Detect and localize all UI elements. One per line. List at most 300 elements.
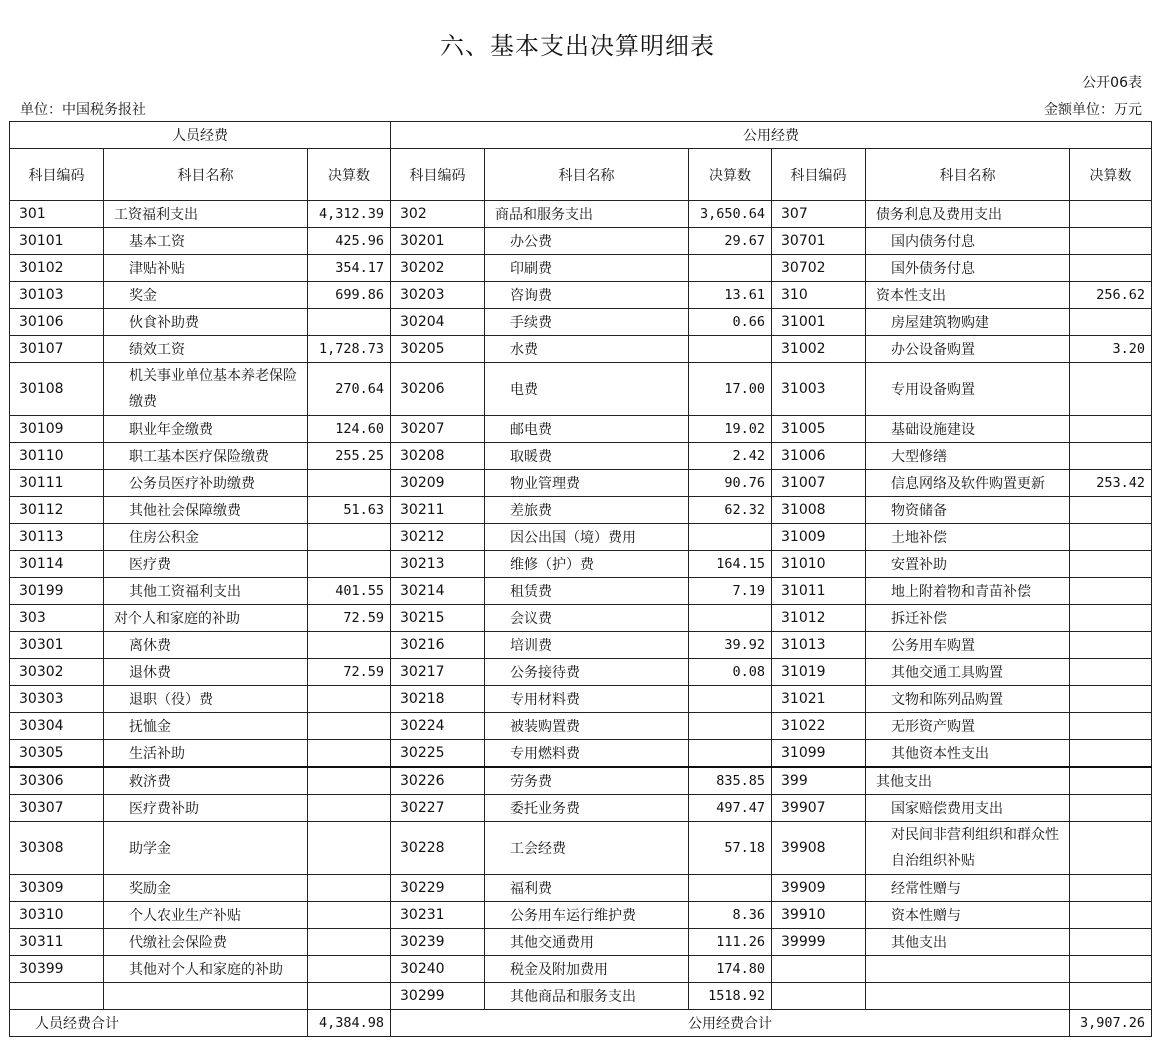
cell-name bbox=[866, 956, 1070, 983]
cell-name: 国家赔偿费用支出 bbox=[866, 795, 1070, 822]
cell-amount: 3.20 bbox=[1070, 336, 1152, 363]
table-row bbox=[10, 659, 1152, 686]
cell-name: 会议费 bbox=[485, 605, 689, 632]
cell-amount bbox=[1070, 578, 1152, 605]
cell-name: 职工基本医疗保险缴费 bbox=[104, 443, 308, 470]
cell-code: 30113 bbox=[10, 524, 104, 551]
cell-amount: 354.17 bbox=[308, 255, 391, 282]
cell-amount bbox=[689, 875, 772, 902]
cell-amount: 124.60 bbox=[308, 416, 391, 443]
cell-code: 30309 bbox=[10, 875, 104, 902]
cell-amount bbox=[308, 983, 391, 1010]
cell-name: 经常性赠与 bbox=[866, 875, 1070, 902]
cell-amount bbox=[1070, 255, 1152, 282]
cell-name: 对个人和家庭的补助 bbox=[104, 605, 308, 632]
table-row bbox=[10, 605, 1152, 632]
cell-amount: 835.85 bbox=[689, 767, 772, 795]
cell-amount bbox=[1070, 363, 1152, 416]
cell-code: 31019 bbox=[772, 659, 866, 686]
cell-code: 30308 bbox=[10, 822, 104, 875]
cell-amount bbox=[1070, 767, 1152, 795]
table-row bbox=[10, 228, 1152, 255]
cell-name: 物资储备 bbox=[866, 497, 1070, 524]
cell-amount: 253.42 bbox=[1070, 470, 1152, 497]
cell-name: 资本性支出 bbox=[866, 282, 1070, 309]
cell-amount: 497.47 bbox=[689, 795, 772, 822]
cell-code: 30102 bbox=[10, 255, 104, 282]
cell-name: 退职（役）费 bbox=[104, 686, 308, 713]
cell-amount: 425.96 bbox=[308, 228, 391, 255]
cell-code: 30226 bbox=[391, 767, 485, 795]
cell-name: 机关事业单位基本养老保险缴费 bbox=[104, 363, 308, 416]
cell-code: 30216 bbox=[391, 632, 485, 659]
cell-name: 助学金 bbox=[104, 822, 308, 875]
personnel-total-label: 人员经费合计 bbox=[10, 1010, 308, 1037]
cell-code: 31005 bbox=[772, 416, 866, 443]
cell-code: 30225 bbox=[391, 740, 485, 768]
cell-amount bbox=[1070, 551, 1152, 578]
header-name: 科目名称 bbox=[866, 149, 1070, 201]
cell-amount bbox=[308, 470, 391, 497]
cell-amount: 72.59 bbox=[308, 659, 391, 686]
cell-amount bbox=[1070, 228, 1152, 255]
cell-code: 30307 bbox=[10, 795, 104, 822]
header-amount: 决算数 bbox=[689, 149, 772, 201]
table-row bbox=[10, 875, 1152, 902]
cell-name: 国内债务付息 bbox=[866, 228, 1070, 255]
cell-name: 福利费 bbox=[485, 875, 689, 902]
cell-name: 资本性赠与 bbox=[866, 902, 1070, 929]
cell-amount bbox=[1070, 497, 1152, 524]
cell-name: 房屋建筑物购建 bbox=[866, 309, 1070, 336]
cell-code: 30399 bbox=[10, 956, 104, 983]
cell-code: 30212 bbox=[391, 524, 485, 551]
cell-code: 30204 bbox=[391, 309, 485, 336]
cell-code: 30228 bbox=[391, 822, 485, 875]
group-public: 公用经费 bbox=[391, 122, 1152, 149]
cell-name: 债务利息及费用支出 bbox=[866, 201, 1070, 228]
cell-name: 文物和陈列品购置 bbox=[866, 686, 1070, 713]
cell-amount bbox=[308, 902, 391, 929]
cell-name: 被装购置费 bbox=[485, 713, 689, 740]
cell-name: 绩效工资 bbox=[104, 336, 308, 363]
header-name: 科目名称 bbox=[104, 149, 308, 201]
cell-code: 310 bbox=[772, 282, 866, 309]
table-row bbox=[10, 795, 1152, 822]
cell-amount: 164.15 bbox=[689, 551, 772, 578]
cell-name: 水费 bbox=[485, 336, 689, 363]
cell-code: 30302 bbox=[10, 659, 104, 686]
cell-name: 办公设备购置 bbox=[866, 336, 1070, 363]
cell-name: 其他社会保障缴费 bbox=[104, 497, 308, 524]
cell-code: 31001 bbox=[772, 309, 866, 336]
table-row bbox=[10, 416, 1152, 443]
cell-code: 30229 bbox=[391, 875, 485, 902]
cell-name: 其他工资福利支出 bbox=[104, 578, 308, 605]
cell-code: 399 bbox=[772, 767, 866, 795]
cell-name: 电费 bbox=[485, 363, 689, 416]
cell-amount: 256.62 bbox=[1070, 282, 1152, 309]
reporting-unit: 单位：中国税务报社 bbox=[20, 102, 146, 118]
cell-code: 31002 bbox=[772, 336, 866, 363]
cell-name: 工会经费 bbox=[485, 822, 689, 875]
cell-name: 公务员医疗补助缴费 bbox=[104, 470, 308, 497]
cell-code: 30224 bbox=[391, 713, 485, 740]
cell-name: 医疗费补助 bbox=[104, 795, 308, 822]
cell-code: 30299 bbox=[391, 983, 485, 1010]
header-amount: 决算数 bbox=[1070, 149, 1152, 201]
cell-name: 取暖费 bbox=[485, 443, 689, 470]
cell-amount bbox=[308, 795, 391, 822]
cell-amount bbox=[308, 822, 391, 875]
cell-amount: 19.02 bbox=[689, 416, 772, 443]
cell-amount bbox=[689, 255, 772, 282]
cell-name: 退休费 bbox=[104, 659, 308, 686]
cell-name: 专用燃料费 bbox=[485, 740, 689, 768]
cell-name: 津贴补贴 bbox=[104, 255, 308, 282]
cell-code: 31022 bbox=[772, 713, 866, 740]
cell-amount bbox=[689, 605, 772, 632]
cell-code: 30107 bbox=[10, 336, 104, 363]
cell-code: 30205 bbox=[391, 336, 485, 363]
cell-amount: 174.80 bbox=[689, 956, 772, 983]
cell-amount: 255.25 bbox=[308, 443, 391, 470]
cell-amount bbox=[1070, 822, 1152, 875]
table-row bbox=[10, 983, 1152, 1010]
cell-code: 31003 bbox=[772, 363, 866, 416]
cell-amount bbox=[689, 336, 772, 363]
public-total-value: 3,907.26 bbox=[1070, 1010, 1152, 1037]
cell-name: 租赁费 bbox=[485, 578, 689, 605]
cell-name: 其他交通工具购置 bbox=[866, 659, 1070, 686]
cell-name: 委托业务费 bbox=[485, 795, 689, 822]
cell-name: 安置补助 bbox=[866, 551, 1070, 578]
cell-amount bbox=[1070, 632, 1152, 659]
personnel-total-value: 4,384.98 bbox=[308, 1010, 391, 1037]
cell-code: 30103 bbox=[10, 282, 104, 309]
public-total-label: 公用经费合计 bbox=[391, 1010, 1070, 1037]
cell-code: 30202 bbox=[391, 255, 485, 282]
cell-name bbox=[866, 983, 1070, 1010]
cell-amount: 2.42 bbox=[689, 443, 772, 470]
cell-name: 奖励金 bbox=[104, 875, 308, 902]
cell-code: 30240 bbox=[391, 956, 485, 983]
cell-code: 30207 bbox=[391, 416, 485, 443]
table-row bbox=[10, 578, 1152, 605]
cell-amount bbox=[308, 929, 391, 956]
cell-code: 31006 bbox=[772, 443, 866, 470]
table-row bbox=[10, 551, 1152, 578]
cell-code: 30214 bbox=[391, 578, 485, 605]
cell-amount: 0.66 bbox=[689, 309, 772, 336]
cell-name: 公务用车购置 bbox=[866, 632, 1070, 659]
cell-name: 伙食补助费 bbox=[104, 309, 308, 336]
cell-name: 医疗费 bbox=[104, 551, 308, 578]
cell-code: 30111 bbox=[10, 470, 104, 497]
cell-amount bbox=[1070, 416, 1152, 443]
cell-name: 其他资本性支出 bbox=[866, 740, 1070, 768]
cell-code: 31010 bbox=[772, 551, 866, 578]
cell-amount: 51.63 bbox=[308, 497, 391, 524]
cell-amount: 1,728.73 bbox=[308, 336, 391, 363]
cell-code: 39908 bbox=[772, 822, 866, 875]
cell-code: 30306 bbox=[10, 767, 104, 795]
cell-code: 30218 bbox=[391, 686, 485, 713]
form-number: 公开06表 bbox=[1082, 75, 1142, 91]
cell-amount bbox=[1070, 443, 1152, 470]
cell-name: 个人农业生产补贴 bbox=[104, 902, 308, 929]
cell-amount: 401.55 bbox=[308, 578, 391, 605]
cell-amount bbox=[308, 713, 391, 740]
table-row bbox=[10, 255, 1152, 282]
cell-code: 31009 bbox=[772, 524, 866, 551]
cell-amount bbox=[1070, 875, 1152, 902]
table-row bbox=[10, 282, 1152, 309]
table-row bbox=[10, 309, 1152, 336]
cell-code: 30101 bbox=[10, 228, 104, 255]
cell-name: 因公出国（境）费用 bbox=[485, 524, 689, 551]
cell-name: 专用材料费 bbox=[485, 686, 689, 713]
cell-name: 工资福利支出 bbox=[104, 201, 308, 228]
header-code: 科目编码 bbox=[10, 149, 104, 201]
cell-name: 印刷费 bbox=[485, 255, 689, 282]
cell-name: 国外债务付息 bbox=[866, 255, 1070, 282]
cell-amount bbox=[1070, 309, 1152, 336]
cell-code: 30203 bbox=[391, 282, 485, 309]
cell-amount bbox=[308, 632, 391, 659]
cell-amount bbox=[1070, 983, 1152, 1010]
expenditure-table bbox=[9, 121, 1152, 1037]
cell-amount bbox=[1070, 605, 1152, 632]
cell-code: 30114 bbox=[10, 551, 104, 578]
cell-name: 地上附着物和青苗补偿 bbox=[866, 578, 1070, 605]
table-row bbox=[10, 470, 1152, 497]
cell-amount bbox=[1070, 659, 1152, 686]
cell-code: 30208 bbox=[391, 443, 485, 470]
cell-name: 咨询费 bbox=[485, 282, 689, 309]
cell-code: 30311 bbox=[10, 929, 104, 956]
cell-code: 30110 bbox=[10, 443, 104, 470]
cell-amount bbox=[308, 309, 391, 336]
table-row bbox=[10, 363, 1152, 416]
cell-name: 其他对个人和家庭的补助 bbox=[104, 956, 308, 983]
table-row bbox=[10, 713, 1152, 740]
header-amount: 决算数 bbox=[308, 149, 391, 201]
cell-amount: 0.08 bbox=[689, 659, 772, 686]
cell-name: 代缴社会保险费 bbox=[104, 929, 308, 956]
cell-amount bbox=[1070, 201, 1152, 228]
cell-name: 培训费 bbox=[485, 632, 689, 659]
cell-amount: 39.92 bbox=[689, 632, 772, 659]
cell-name: 对民间非营利组织和群众性自治组织补贴 bbox=[866, 822, 1070, 875]
cell-amount: 270.64 bbox=[308, 363, 391, 416]
cell-name: 信息网络及软件购置更新 bbox=[866, 470, 1070, 497]
cell-code: 30215 bbox=[391, 605, 485, 632]
cell-name: 拆迁补偿 bbox=[866, 605, 1070, 632]
cell-amount bbox=[308, 956, 391, 983]
cell-code: 31011 bbox=[772, 578, 866, 605]
cell-code: 30201 bbox=[391, 228, 485, 255]
cell-amount: 1518.92 bbox=[689, 983, 772, 1010]
cell-name: 住房公积金 bbox=[104, 524, 308, 551]
cell-amount bbox=[308, 524, 391, 551]
cell-amount: 72.59 bbox=[308, 605, 391, 632]
cell-code bbox=[772, 983, 866, 1010]
cell-code: 30305 bbox=[10, 740, 104, 768]
cell-amount bbox=[308, 686, 391, 713]
cell-amount: 57.18 bbox=[689, 822, 772, 875]
cell-code: 30199 bbox=[10, 578, 104, 605]
cell-code: 30213 bbox=[391, 551, 485, 578]
cell-code: 39907 bbox=[772, 795, 866, 822]
cell-code: 307 bbox=[772, 201, 866, 228]
page-title: 六、基本支出决算明细表 bbox=[440, 32, 715, 60]
money-unit: 金额单位：万元 bbox=[1044, 102, 1142, 118]
cell-code: 30206 bbox=[391, 363, 485, 416]
cell-amount bbox=[1070, 929, 1152, 956]
cell-amount: 7.19 bbox=[689, 578, 772, 605]
cell-amount bbox=[1070, 795, 1152, 822]
cell-amount bbox=[1070, 713, 1152, 740]
cell-amount: 62.32 bbox=[689, 497, 772, 524]
cell-name: 商品和服务支出 bbox=[485, 201, 689, 228]
cell-name: 劳务费 bbox=[485, 767, 689, 795]
cell-amount bbox=[689, 686, 772, 713]
cell-name: 抚恤金 bbox=[104, 713, 308, 740]
cell-name: 税金及附加费用 bbox=[485, 956, 689, 983]
cell-amount bbox=[1070, 686, 1152, 713]
cell-name: 手续费 bbox=[485, 309, 689, 336]
cell-code: 30301 bbox=[10, 632, 104, 659]
cell-code: 39909 bbox=[772, 875, 866, 902]
cell-amount: 3,650.64 bbox=[689, 201, 772, 228]
cell-code: 30304 bbox=[10, 713, 104, 740]
cell-amount: 4,312.39 bbox=[308, 201, 391, 228]
cell-name: 邮电费 bbox=[485, 416, 689, 443]
cell-amount bbox=[689, 524, 772, 551]
table-row bbox=[10, 686, 1152, 713]
cell-code: 30239 bbox=[391, 929, 485, 956]
table-row bbox=[10, 822, 1152, 875]
table-row bbox=[10, 336, 1152, 363]
cell-amount bbox=[308, 875, 391, 902]
cell-name: 无形资产购置 bbox=[866, 713, 1070, 740]
cell-name bbox=[104, 983, 308, 1010]
cell-name: 生活补助 bbox=[104, 740, 308, 768]
cell-name: 公务接待费 bbox=[485, 659, 689, 686]
table-row bbox=[10, 524, 1152, 551]
cell-name: 大型修缮 bbox=[866, 443, 1070, 470]
cell-amount: 13.61 bbox=[689, 282, 772, 309]
table-row bbox=[10, 767, 1152, 795]
cell-code: 30303 bbox=[10, 686, 104, 713]
cell-code: 30109 bbox=[10, 416, 104, 443]
cell-name: 其他交通费用 bbox=[485, 929, 689, 956]
group-personnel: 人员经费 bbox=[10, 122, 391, 149]
cell-code: 30106 bbox=[10, 309, 104, 336]
cell-amount bbox=[308, 767, 391, 795]
table-row bbox=[10, 201, 1152, 228]
header-code: 科目编码 bbox=[391, 149, 485, 201]
cell-code: 39999 bbox=[772, 929, 866, 956]
cell-name: 差旅费 bbox=[485, 497, 689, 524]
cell-amount bbox=[689, 713, 772, 740]
cell-code: 31008 bbox=[772, 497, 866, 524]
table-row bbox=[10, 902, 1152, 929]
cell-name: 物业管理费 bbox=[485, 470, 689, 497]
cell-name: 维修（护）费 bbox=[485, 551, 689, 578]
cell-code: 30231 bbox=[391, 902, 485, 929]
cell-amount: 90.76 bbox=[689, 470, 772, 497]
cell-amount bbox=[1070, 740, 1152, 768]
cell-code: 302 bbox=[391, 201, 485, 228]
cell-code: 39910 bbox=[772, 902, 866, 929]
cell-name: 专用设备购置 bbox=[866, 363, 1070, 416]
cell-amount bbox=[689, 740, 772, 768]
cell-amount: 29.67 bbox=[689, 228, 772, 255]
cell-code: 30209 bbox=[391, 470, 485, 497]
cell-amount: 17.00 bbox=[689, 363, 772, 416]
cell-code: 31007 bbox=[772, 470, 866, 497]
table-row bbox=[10, 740, 1152, 768]
cell-code: 31021 bbox=[772, 686, 866, 713]
cell-amount bbox=[1070, 524, 1152, 551]
cell-name: 办公费 bbox=[485, 228, 689, 255]
header-name: 科目名称 bbox=[485, 149, 689, 201]
table-row bbox=[10, 956, 1152, 983]
table-row bbox=[10, 443, 1152, 470]
cell-code: 30702 bbox=[772, 255, 866, 282]
cell-amount: 699.86 bbox=[308, 282, 391, 309]
cell-code: 31012 bbox=[772, 605, 866, 632]
cell-amount bbox=[308, 551, 391, 578]
cell-amount bbox=[1070, 902, 1152, 929]
cell-code: 30108 bbox=[10, 363, 104, 416]
cell-name: 救济费 bbox=[104, 767, 308, 795]
cell-name: 土地补偿 bbox=[866, 524, 1070, 551]
cell-name: 公务用车运行维护费 bbox=[485, 902, 689, 929]
cell-name: 职业年金缴费 bbox=[104, 416, 308, 443]
cell-code: 30217 bbox=[391, 659, 485, 686]
cell-name: 其他支出 bbox=[866, 767, 1070, 795]
cell-code: 303 bbox=[10, 605, 104, 632]
table-row bbox=[10, 929, 1152, 956]
cell-amount: 111.26 bbox=[689, 929, 772, 956]
cell-amount bbox=[1070, 956, 1152, 983]
cell-code: 30112 bbox=[10, 497, 104, 524]
cell-code: 31013 bbox=[772, 632, 866, 659]
cell-name: 奖金 bbox=[104, 282, 308, 309]
cell-name: 其他商品和服务支出 bbox=[485, 983, 689, 1010]
table-row bbox=[10, 497, 1152, 524]
table-row bbox=[10, 632, 1152, 659]
cell-code: 30701 bbox=[772, 228, 866, 255]
cell-code: 30227 bbox=[391, 795, 485, 822]
cell-name: 基本工资 bbox=[104, 228, 308, 255]
cell-code: 301 bbox=[10, 201, 104, 228]
cell-amount bbox=[308, 740, 391, 768]
cell-code: 31099 bbox=[772, 740, 866, 768]
cell-amount: 8.36 bbox=[689, 902, 772, 929]
cell-name: 基础设施建设 bbox=[866, 416, 1070, 443]
cell-code bbox=[10, 983, 104, 1010]
cell-name: 离休费 bbox=[104, 632, 308, 659]
cell-code: 30211 bbox=[391, 497, 485, 524]
cell-code: 30310 bbox=[10, 902, 104, 929]
header-code: 科目编码 bbox=[772, 149, 866, 201]
cell-code bbox=[772, 956, 866, 983]
cell-name: 其他支出 bbox=[866, 929, 1070, 956]
